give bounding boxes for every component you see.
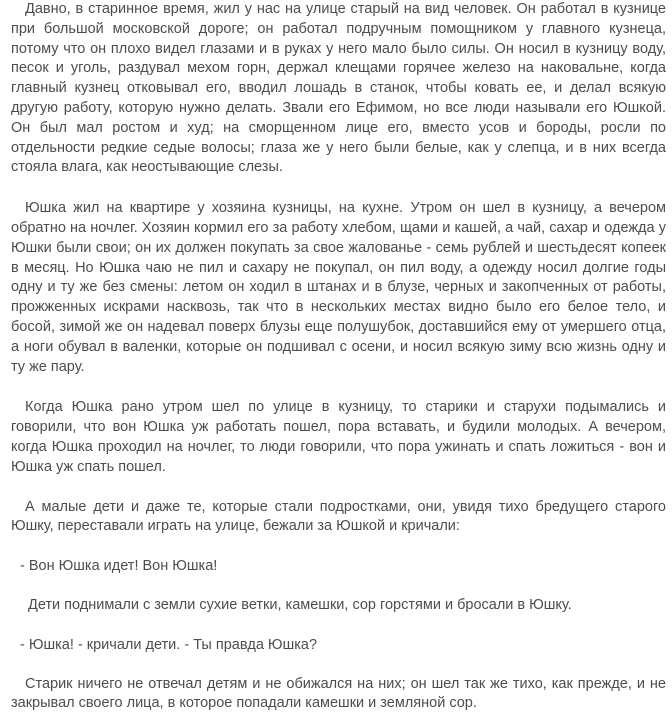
paragraph-4: А малые дети и даже те, которые стали подростками, они, увидя тихо бредущего старого Юшку, переставали играть на улице, бежали за Юшкой и кричали: [11, 498, 666, 535]
paragraph-5: - Вон Юшка идет! Вон Юшка! [20, 558, 218, 575]
paragraph-7: - Юшка! - кричали дети. - Ты правда Юшка? [20, 636, 318, 653]
paragraph-8: Старик ничего не отвечал детям и не обижался на них; он шел так же тихо, как прежде, и не закрывал своего лица, в которое попадали камешки и земляной сор. [11, 675, 666, 712]
paragraph-3: Когда Юшка рано утром шел по улице в кузницу, то старики и старухи подымались и говорили, что вон Юшка уж работать пошел, пора вставать, и будили молодых. А вечером, когда Юшка проходил на ночлег, то люди говорили, что пора ужинать и спать ложиться - вон и Юшка уж спать пошел. [11, 399, 666, 475]
paragraph-1: Давно, в старинное время, жил у нас на улице старый на вид человек. Он работал в кузнице при большой московской дороге; он работал подручным помощником у главного кузнеца, потому что он плохо видел глазами и в руках у него мало было силы. Он носил в кузницу воду, песок и уголь, раздувал мехом горн, держал клещами горячее железо на наковальне, когда главный кузнец отковывал его, вводил лошадь в станок, чтобы ковать ее, и делал всякую другую работу, которую нужно делать. Звали его Ефимом, но все люди называли его Юшкой. Он был мал ростом и худ; на сморщенном лице его, вместо усов и бороды, росли по отдельности редкие седые волосы; глаза же у него были белые, как у слепца, и в них всегда стояла влага, как неостывающие слезы. [11, 1, 666, 176]
paragraph-2: Юшка жил на квартире у хозяина кузницы, на кухне. Утром он шел в кузницу, а вечером обратно на ночлег. Хозяин кормил его за работу хлебом, щами и кашей, а чай, сахар и одежда у Юшки были свои; он их должен покупать за свое жалованье - семь рублей и шестьдесят копеек в месяц. Но Юшка чаю не пил и сахару не покупал, он пил воду, а одежду носил долгие годы одну и ту же без смены: летом он ходил в штанах и в блузе, черных и закопченных от работы, прожженных искрами насквозь, так что в нескольких местах видно было его белое тело, и босой, зимой же он надевал поверх блузы еще полушубок, доставшийся ему от умершего отца, а ноги обувал в валенки, которые он подшивал с осени, и носил всякую зиму всю жизнь одну и ту же пару. [11, 200, 666, 375]
paragraph-6: Дети поднимали с земли сухие ветки, камешки, сор горстями и бросали в Юшку. [28, 596, 572, 613]
